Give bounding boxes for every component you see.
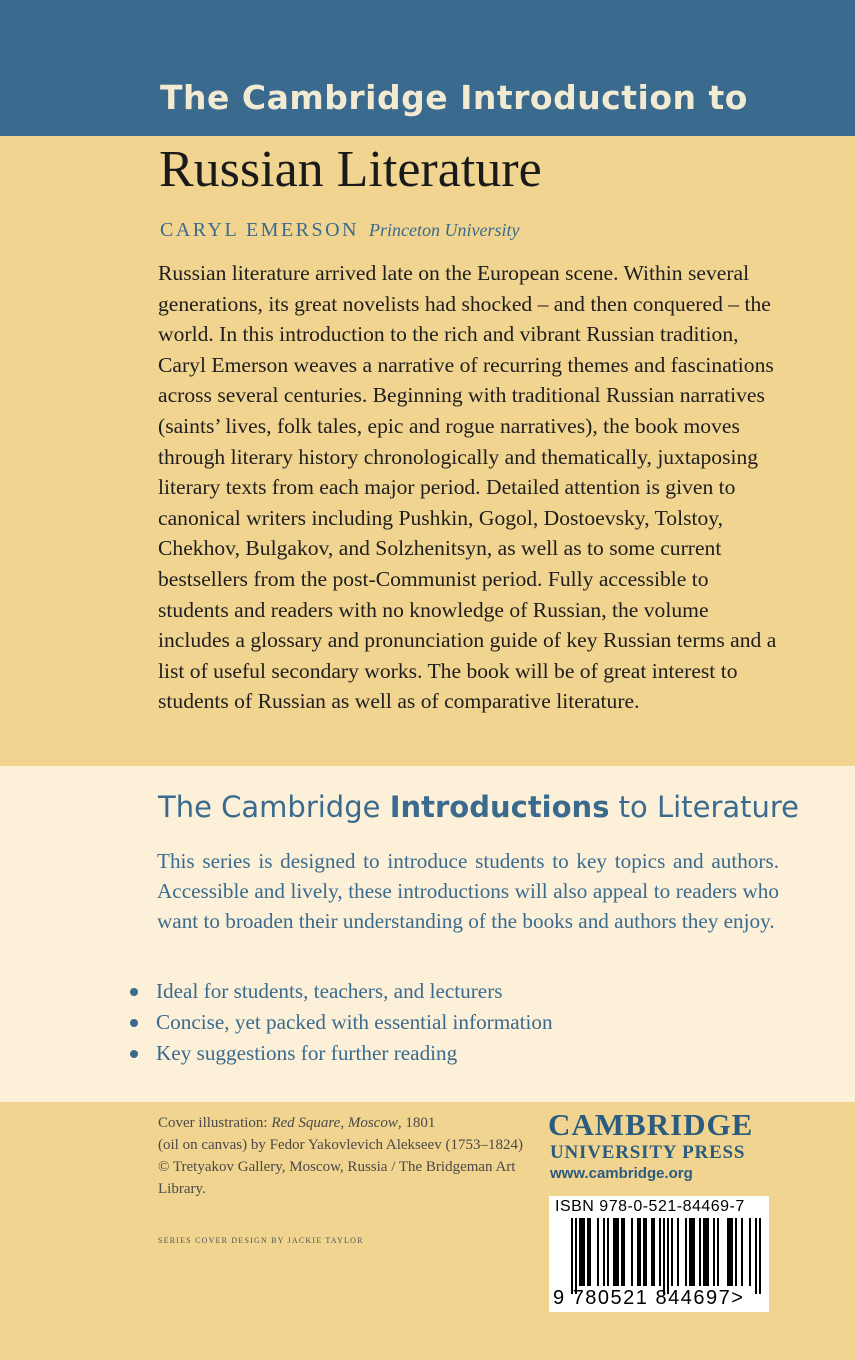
barcode-bar	[703, 1218, 705, 1286]
feature-list	[130, 976, 553, 1069]
barcode-bar	[587, 1218, 589, 1286]
publisher-name: CAMBRIDGE	[548, 1107, 754, 1142]
barcode-bar	[579, 1218, 581, 1286]
ean-right: 844697	[655, 1287, 732, 1309]
barcode-bar	[581, 1218, 583, 1286]
feature-text: Concise, yet packed with essential information	[156, 1010, 553, 1034]
series-heading-prefix: The Cambridge	[158, 790, 390, 824]
feature-text: Ideal for students, teachers, and lecturers	[156, 979, 503, 1003]
barcode-bar	[589, 1218, 591, 1286]
author-line	[160, 219, 519, 242]
author-affiliation: Princeton University	[369, 220, 520, 240]
feature-item	[130, 1007, 553, 1038]
barcode-bar	[691, 1218, 693, 1286]
ean-number	[553, 1287, 744, 1310]
barcode-bar	[693, 1218, 695, 1286]
barcode-bar	[645, 1218, 647, 1286]
series-description: This series is designed to introduce students to key topics and authors. Accessible and lively, these introductions will also appeal to readers who want to broaden their understanding of the books and authors they enjoy.	[157, 849, 779, 933]
barcode-bar	[749, 1218, 751, 1286]
barcode-bar	[689, 1218, 691, 1286]
feature-text: Key suggestions for further reading	[156, 1041, 458, 1065]
barcode-bar	[651, 1218, 653, 1286]
barcode-bar	[623, 1218, 625, 1286]
feature-item	[130, 1038, 553, 1069]
artwork-year: , 1801	[397, 1115, 436, 1131]
barcode-bar	[713, 1218, 715, 1286]
series-heading-bold: Introductions	[389, 790, 610, 824]
barcode-bar	[707, 1218, 709, 1286]
series-heading-suffix: to Literature	[609, 790, 800, 824]
publisher-logo	[548, 1108, 753, 1184]
barcode-bar	[663, 1218, 665, 1294]
barcode-bar	[759, 1218, 761, 1294]
series-prefix: The Cambridge	[160, 78, 461, 117]
barcode-bar	[603, 1218, 605, 1286]
book-description: Russian literature arrived late on the European scene. Within several generations, its great novelists had shocked – and then conquered – the world. In this introduction to the rich and vibrant Russian tradition, Caryl Emerson weaves a narrative of recurring themes and fascinations across several centuries. Beginning with traditional Russian narratives (saints’ lives, folk tales, epic and rogue narratives), the book moves through literary history chronologically and thematically, juxtaposing literary texts from each major period. Detailed attention is given to canonical writers including Pushkin, Gogol, Dostoevsky, Tolstoy, Chekhov, Bulgakov, and Solzhenitsyn, as well as to some current bestsellers from the post-Communist period. Fully accessible to students and readers with no knowledge of Russian, the volume includes a glossary and pronunciation guide of key Russian terms and a list of useful secondary works. The book will be of great interest to students of Russian as well as of comparative literature.	[158, 261, 777, 714]
barcode-bar	[677, 1218, 679, 1286]
barcode-bar	[729, 1218, 731, 1286]
isbn-number: ISBN 978-0-521-84469-7	[555, 1198, 745, 1215]
barcode-bar	[659, 1218, 661, 1286]
series-heading	[158, 790, 799, 824]
barcode-bar	[639, 1218, 641, 1286]
barcode-bar	[613, 1218, 615, 1286]
barcode-bar	[575, 1218, 577, 1294]
publisher-url: www.cambridge.org	[550, 1165, 693, 1182]
barcode-bar	[671, 1218, 673, 1286]
series-bold: Introduction	[460, 78, 697, 117]
bullet-icon	[130, 1019, 138, 1027]
book-title: Russian Literature	[159, 141, 542, 198]
barcode-bar	[597, 1218, 599, 1286]
barcode-bar	[653, 1218, 655, 1286]
barcode-bar	[667, 1218, 669, 1294]
barcode-bar	[571, 1218, 573, 1294]
series-title	[160, 78, 748, 117]
bullet-icon	[130, 1050, 138, 1058]
barcode-bar	[621, 1218, 623, 1286]
ean-left: 780521	[572, 1287, 649, 1309]
barcode-bar	[637, 1218, 639, 1286]
barcode-bar	[617, 1218, 619, 1286]
artwork-title: Red Square, Moscow	[271, 1115, 398, 1131]
barcode-bar	[727, 1218, 729, 1286]
bullet-icon	[130, 988, 138, 996]
barcode-bar	[643, 1218, 645, 1286]
credit-label: Cover illustration:	[158, 1115, 272, 1131]
barcode-bar	[615, 1218, 617, 1286]
barcode-bar	[717, 1218, 719, 1286]
barcode-bar	[583, 1218, 585, 1286]
barcode-bar	[607, 1218, 609, 1286]
ean-tail: >	[731, 1287, 745, 1309]
cover-credits	[158, 1112, 528, 1200]
barcode-bar	[731, 1218, 733, 1286]
barcode-bar	[705, 1218, 707, 1286]
series-suffix: to	[696, 78, 748, 117]
barcode-bar	[735, 1218, 737, 1286]
barcode-bar	[699, 1218, 701, 1286]
publisher-subname: UNIVERSITY PRESS	[550, 1142, 746, 1163]
barcode-bar	[631, 1218, 633, 1286]
credit-text: (oil on canvas) by Fedor Yakovlevich Alekseev (1753–1824) © Tretyakov Gallery, Moscow, Russia / The Bridgeman Art Library.	[158, 1137, 523, 1197]
ean-lead: 9	[553, 1287, 566, 1309]
barcode-bar	[755, 1218, 757, 1294]
barcode-bar	[741, 1218, 743, 1286]
design-credit: SERIES COVER DESIGN BY JACKIE TAYLOR	[158, 1236, 364, 1245]
feature-item	[130, 976, 553, 1007]
author-name: CARYL EMERSON	[160, 219, 360, 241]
barcode-bar	[685, 1218, 687, 1286]
barcode-panel	[549, 1196, 769, 1312]
